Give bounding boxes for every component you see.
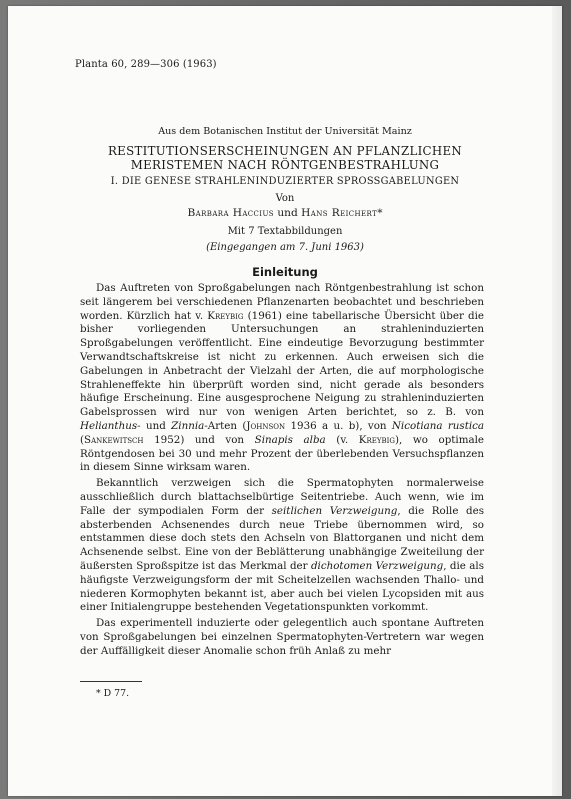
author-2: Hans Reichert: [301, 207, 378, 219]
taxon-helianthus: Helianthus-: [80, 419, 141, 432]
citation-kreybig-2: Kreybig: [358, 433, 395, 446]
page-edge-shadow: [552, 6, 562, 796]
taxon-sinapis: Sinapis alba: [254, 433, 326, 446]
citation-johnson: Johnson: [246, 419, 286, 432]
citation-sankewitsch: Sankewitsch: [84, 433, 144, 446]
title-line-2: MERISTEMEN NACH RÖNTGENBESTRAHLUNG: [130, 158, 440, 172]
authors: [8, 207, 562, 219]
term-seitlichen-verzweigung: seitlichen Verzweigung: [271, 504, 398, 517]
by-line: Von: [275, 193, 295, 204]
paragraph-2: Bekanntlich verzweigen sich die Spermatophyten normalerweise ausschließlich durch blattachselbürtige Seitentriebe. Auch wenn, wie im Falle der sympodialen Form der seitlichen Verzweigung, die Rolle des absterbenden Achsenendes durch neue Triebe übernommen wird, so entstammen diese doch stets den Achseln von Blattorganen und nicht dem Achsenende selbst. Eine von der Beblätterung unabhängige Zweiteilung der äußersten Sproßspitze ist das Merkmal der dichotomen Verzweigung, die als häufigste Verzweigungsform der mit Scheitelzellen wachsenden Thallo- und niederen Kormophyten bekannt ist, aber auch bei vielen Lycopsiden mit aus einer Initialengruppe bestehenden Vegetationspunkten vorkommt.: [80, 477, 484, 614]
received-date: (Eingegangen am 7. Juni 1963): [206, 242, 364, 253]
institute-line: Aus dem Botanischen Institut der Universität Mainz: [158, 126, 412, 137]
authors-and: und: [277, 207, 298, 219]
title-line-1: RESTITUTIONSERSCHEINUNGEN AN PFLANZLICHEN: [107, 144, 462, 158]
article-subtitle: I. DIE GENESE STRAHLENINDUZIERTER SPROSSGABELUNGEN: [110, 176, 460, 187]
footnote-rule: [80, 681, 142, 682]
taxon-zinnia: Zinnia-: [171, 419, 208, 432]
paragraph-3: Das experimentell induzierte oder gelegentlich auch spontane Auftreten von Sproßgabelungen bei einzelnen Spermatophyten-Vertretern war wegen der Auffälligkeit dieser Anomalie schon früh Anlaß zu mehr: [80, 617, 484, 657]
article-title: [8, 144, 562, 172]
citation-kreybig: Kreybig: [207, 309, 244, 322]
paragraph-1: Das Auftreten von Sproßgabelungen nach Röntgenbestrahlung ist schon seit längerem bei verschiedenen Pflanzenarten beobachtet und beschrieben worden. Kürzlich hat v. Kreybig (1961) eine tabellarische Übersicht über die bisher vorliegenden Untersuchungen an strahleninduzierten Sproßgabelungen veröffentlicht. Eine eindeutige Bevorzugung bestimmter Verwandtschaftskreise ist nicht zu erkennen. Auch erweisen sich die Gabelungen in Anbetracht der Vielzahl der Arten, die auf morphologische Strahleneffekte hin überprüft worden sind, nicht gerade als besonders häufige Erscheinung. Eine ausgesprochene Neigung zu strahleninduzierten Gabelsprossen wird nur von wenigen Arten berichtet, so z. B. von Helianthus- und Zinnia-Arten (Johnson 1936 a u. b), von Nicotiana rustica (Sankewitsch 1952) und von Sinapis alba (v. Kreybig), wo optimale Röntgendosen bei 30 und mehr Prozent der überlebenden Versuchspflanzen in diesem Sinne wirksam waren.: [80, 282, 485, 474]
taxon-nicotiana: Nicotiana rustica: [391, 419, 485, 432]
body-text: [80, 282, 484, 661]
author-1: Barbara Haccius: [187, 207, 274, 219]
figure-count: Mit 7 Textabbildungen: [227, 226, 343, 237]
journal-reference: Planta 60, 289—306 (1963): [75, 59, 217, 70]
document-page: [8, 6, 562, 796]
term-dichotomen-verzweigung: dichotomen Verzweigung: [310, 559, 444, 572]
footnote-marker: *: [377, 207, 383, 219]
footnote: * D 77.: [96, 688, 130, 699]
section-heading: Einleitung: [252, 265, 318, 279]
